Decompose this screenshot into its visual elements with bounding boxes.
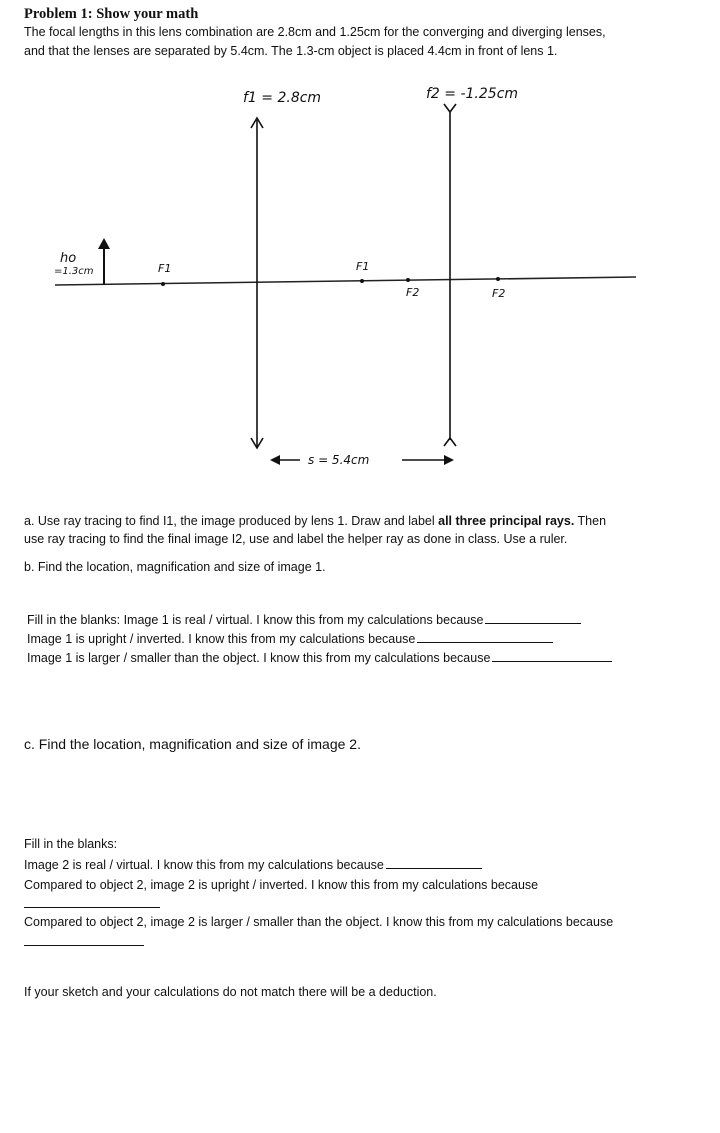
object-height-label: ho bbox=[60, 251, 77, 266]
part-a-line-2: use ray tracing to find the final image I2, use and label the helper ray as done in class. Use a ruler. bbox=[24, 532, 568, 546]
part-c-blank-3: Compared to object 2, image 2 is larger / smaller than the object. I know this from my calculations because bbox=[24, 915, 614, 929]
focal-label-f1-right: F1 bbox=[356, 260, 370, 273]
separation-label: s = 5.4cm bbox=[308, 453, 370, 467]
answer-blank[interactable] bbox=[417, 631, 553, 643]
part-c-fill-heading: Fill in the blanks: bbox=[24, 837, 118, 851]
focal-label-f1-left: F1 bbox=[158, 262, 172, 275]
focal-label-f2-left: F2 bbox=[406, 286, 420, 299]
intro-text-line-1: The focal lengths in this lens combination are 2.8cm and 1.25cm for the converging and diverging lenses, bbox=[24, 25, 606, 39]
f1-label: f1 = 2.8cm bbox=[243, 90, 322, 106]
optical-axis bbox=[55, 277, 636, 285]
part-a-text-end: Then bbox=[574, 514, 607, 528]
answer-blank[interactable] bbox=[485, 612, 581, 624]
part-c-blank-1 bbox=[24, 857, 482, 873]
focal-label-f2-right: F2 bbox=[492, 287, 506, 300]
f2-label: f2 = -1.25cm bbox=[426, 86, 519, 102]
part-b-prompt: b. Find the location, magnification and size of image 1. bbox=[24, 560, 326, 574]
answer-blank[interactable] bbox=[386, 857, 482, 869]
part-c-prompt: c. Find the location, magnification and size of image 2. bbox=[24, 736, 361, 752]
part-a-text: a. Use ray tracing to find I1, the image produced by lens 1. Draw and label bbox=[24, 514, 439, 528]
part-b-blank-2 bbox=[27, 631, 553, 647]
problem-title: Problem 1: Show your math bbox=[24, 6, 199, 22]
lens-diagram bbox=[0, 0, 720, 480]
footer-note: If your sketch and your calculations do not match there will be a deduction. bbox=[24, 985, 437, 999]
separation-arrowhead-right bbox=[444, 455, 454, 465]
separation-arrowhead-left bbox=[270, 455, 280, 465]
answer-blank[interactable] bbox=[24, 907, 160, 908]
blank-text: Image 1 is larger / smaller than the object. I know this from my calculations because bbox=[27, 651, 491, 665]
answer-blank[interactable] bbox=[492, 650, 612, 662]
part-c-blank-2: Compared to object 2, image 2 is upright / inverted. I know this from my calculations because bbox=[24, 878, 539, 892]
blank-text: Image 1 is upright / inverted. I know this from my calculations because bbox=[27, 632, 416, 646]
part-b-blank-1 bbox=[27, 612, 581, 628]
intro-text-line-2: and that the lenses are separated by 5.4cm. The 1.3-cm object is placed 4.4cm in front of lens 1. bbox=[24, 44, 558, 58]
object-arrowhead bbox=[98, 238, 110, 249]
focal-point-f2-left bbox=[406, 278, 410, 282]
part-a-bold-text: all three principal rays. bbox=[438, 514, 575, 528]
focal-point-f1-left bbox=[161, 282, 165, 286]
blank-text: Image 2 is real / virtual. I know this from my calculations because bbox=[24, 858, 384, 872]
answer-blank[interactable] bbox=[24, 945, 144, 946]
lens2-bottom-v bbox=[444, 438, 456, 446]
part-a-line-1 bbox=[24, 513, 606, 529]
part-b-blank-3 bbox=[27, 650, 612, 666]
lens2-top-v bbox=[444, 104, 456, 112]
blank-text: Fill in the blanks: Image 1 is real / virtual. I know this from my calculations because bbox=[27, 613, 484, 627]
focal-point-f2-right bbox=[496, 277, 500, 281]
object-height-value: =1.3cm bbox=[54, 266, 94, 277]
focal-point-f1-right bbox=[360, 279, 364, 283]
